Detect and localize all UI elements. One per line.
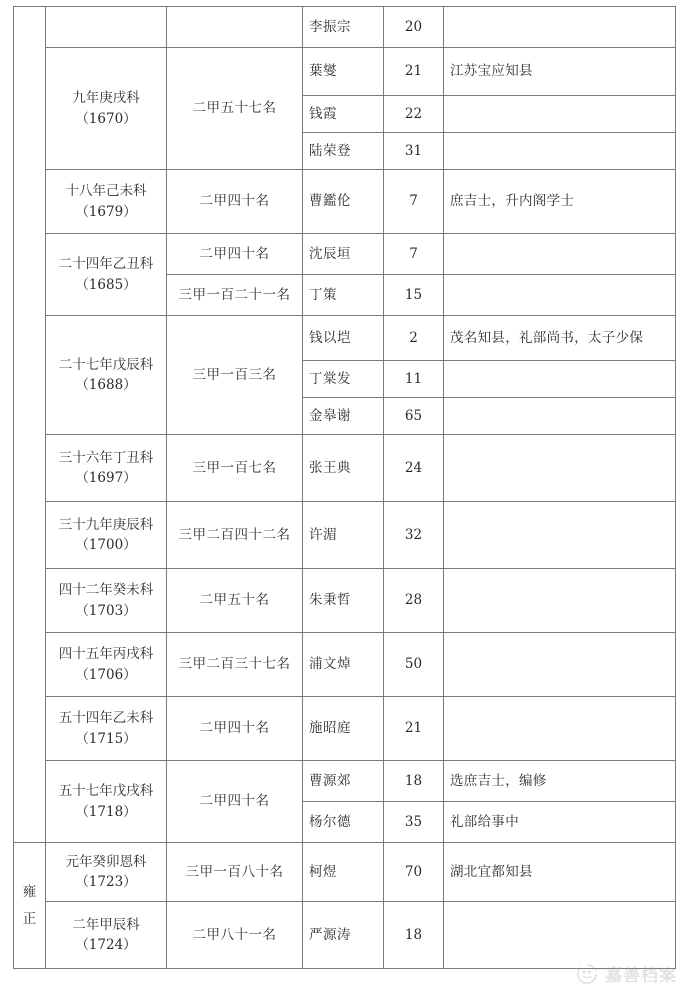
note-cell (444, 361, 676, 398)
name-cell: 丁棠发 (303, 361, 384, 398)
exam-gz-label: （1706） (75, 666, 137, 683)
table-row (14, 761, 676, 802)
exam-gz-label: （1670） (75, 110, 137, 127)
note-cell: 选庶吉士，编修 (444, 761, 676, 802)
exam-gz-label: （1700） (75, 537, 137, 553)
exam-cell-empty (46, 7, 167, 48)
exam-year-label: 二十四年乙丑科 (58, 256, 154, 273)
note-cell (444, 234, 676, 275)
note-cell (444, 96, 676, 133)
num-cell: 24 (384, 435, 444, 502)
name-cell: 朱秉哲 (303, 569, 384, 633)
name-cell: 陆荣登 (303, 133, 384, 170)
rank-cell: 二甲四十名 (167, 697, 303, 761)
note-cell (444, 133, 676, 170)
exam-cell (46, 316, 167, 435)
exam-cell (46, 234, 167, 316)
era-cell-yongzheng (14, 843, 46, 969)
num-cell: 31 (384, 133, 444, 170)
table-row (14, 234, 676, 275)
exam-cell (46, 761, 167, 843)
exam-gz-label: （1715） (75, 730, 137, 747)
exam-cell (46, 48, 167, 170)
exam-gz-label: （1697） (75, 470, 137, 486)
rank-cell: 二甲四十名 (167, 761, 303, 843)
watermark-text: 嘉善档案 (605, 966, 677, 986)
exam-year-label: 五十七年戊戌科 (58, 783, 154, 800)
num-cell: 65 (384, 398, 444, 435)
exam-cell (46, 170, 167, 234)
rank-cell: 二甲五十名 (167, 569, 303, 633)
note-cell (444, 275, 676, 316)
exam-cell (46, 843, 167, 902)
note-cell (444, 569, 676, 633)
table-row (14, 502, 676, 569)
note-cell (444, 435, 676, 502)
num-cell: 18 (384, 902, 444, 969)
exam-cell (46, 633, 167, 697)
note-cell (444, 398, 676, 435)
table-row (14, 316, 676, 361)
exam-year-label: 十八年己未科 (65, 183, 147, 200)
rank-cell: 二甲四十名 (167, 170, 303, 234)
num-cell: 20 (384, 7, 444, 48)
num-cell: 70 (384, 843, 444, 902)
note-cell (444, 697, 676, 761)
exam-gz-label: （1703） (75, 602, 137, 619)
exam-cell (46, 697, 167, 761)
exam-year-label: 四十五年丙戌科 (58, 646, 154, 663)
name-cell: 施昭庭 (303, 697, 384, 761)
table-row (14, 435, 676, 502)
num-cell: 32 (384, 502, 444, 569)
exam-gz-label: （1724） (75, 937, 137, 953)
exam-gz-label: （1685） (75, 276, 137, 293)
note-cell (444, 7, 676, 48)
exam-year-label: 四十二年癸未科 (58, 582, 154, 599)
exam-year-label: 二年甲辰科 (72, 916, 140, 933)
exam-gz-label: （1723） (75, 874, 137, 890)
rank-cell: 三甲一百三名 (167, 316, 303, 435)
table-row (14, 902, 676, 969)
name-cell: 李振宗 (303, 7, 384, 48)
jinshi-roster-table (13, 6, 676, 969)
name-cell: 张王典 (303, 435, 384, 502)
num-cell: 2 (384, 316, 444, 361)
table-row (14, 569, 676, 633)
note-cell: 湖北宜都知县 (444, 843, 676, 902)
table-row (14, 170, 676, 234)
exam-year-label: 五十四年乙未科 (58, 710, 154, 727)
note-cell: 茂名知县，礼部尚书，太子少保 (444, 316, 676, 361)
rank-cell-empty (167, 7, 303, 48)
exam-cell (46, 502, 167, 569)
rank-cell: 三甲一百二十一名 (167, 275, 303, 316)
num-cell: 7 (384, 234, 444, 275)
exam-gz-label: （1679） (75, 203, 137, 220)
rank-cell: 三甲一百八十名 (167, 843, 303, 902)
exam-year-label: 二十七年戊辰科 (58, 356, 154, 373)
rank-cell: 三甲二百三十七名 (167, 633, 303, 697)
table-row (14, 633, 676, 697)
name-cell: 钱以垲 (303, 316, 384, 361)
num-cell: 11 (384, 361, 444, 398)
rank-cell: 二甲四十名 (167, 234, 303, 275)
name-cell: 曹源郊 (303, 761, 384, 802)
table-row (14, 697, 676, 761)
num-cell: 18 (384, 761, 444, 802)
exam-cell (46, 902, 167, 969)
num-cell: 7 (384, 170, 444, 234)
exam-cell (46, 435, 167, 502)
num-cell: 35 (384, 802, 444, 843)
note-cell: 庶吉士，升内阁学士 (444, 170, 676, 234)
name-cell: 许湄 (303, 502, 384, 569)
note-cell: 礼部给事中 (444, 802, 676, 843)
name-cell: 钱霞 (303, 96, 384, 133)
era-cell-empty (14, 7, 46, 843)
num-cell: 21 (384, 48, 444, 96)
note-cell: 江苏宝应知县 (444, 48, 676, 96)
note-cell (444, 502, 676, 569)
name-cell: 浦文焯 (303, 633, 384, 697)
exam-gz-label: （1688） (75, 377, 137, 393)
table-row (14, 843, 676, 902)
num-cell: 22 (384, 96, 444, 133)
rank-cell: 二甲五十七名 (167, 48, 303, 170)
rank-cell: 三甲一百七名 (167, 435, 303, 502)
note-cell (444, 633, 676, 697)
exam-year-label: 三十六年丁丑科 (58, 449, 154, 466)
name-cell: 葉燮 (303, 48, 384, 96)
exam-cell (46, 569, 167, 633)
name-cell: 严源涛 (303, 902, 384, 969)
era-label: 雍正 (22, 884, 37, 927)
table-row (14, 7, 676, 48)
exam-year-label: 元年癸卯恩科 (65, 853, 147, 870)
rank-cell: 三甲二百四十二名 (167, 502, 303, 569)
num-cell: 21 (384, 697, 444, 761)
exam-year-label: 三十九年庚辰科 (58, 516, 154, 533)
exam-year-label: 九年庚戌科 (72, 90, 140, 107)
num-cell: 50 (384, 633, 444, 697)
name-cell: 曹鑑伦 (303, 170, 384, 234)
note-cell (444, 902, 676, 969)
num-cell: 15 (384, 275, 444, 316)
name-cell: 杨尔德 (303, 802, 384, 843)
name-cell: 沈辰垣 (303, 234, 384, 275)
rank-cell: 二甲八十一名 (167, 902, 303, 969)
name-cell: 柯煜 (303, 843, 384, 902)
name-cell: 丁策 (303, 275, 384, 316)
num-cell: 28 (384, 569, 444, 633)
exam-gz-label: （1718） (75, 803, 137, 820)
table-row (14, 48, 676, 96)
name-cell: 金皋谢 (303, 398, 384, 435)
